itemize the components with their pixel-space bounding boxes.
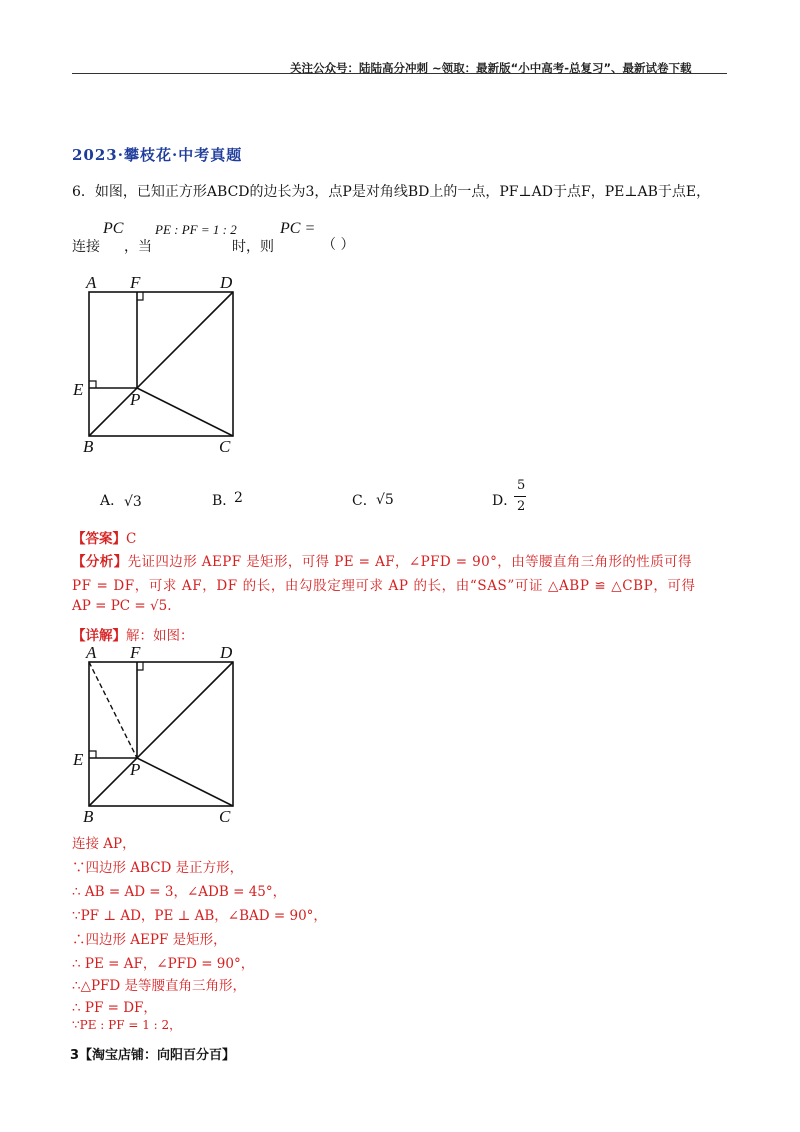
option-a-value: √3 [124, 494, 142, 510]
question-pc-label: PC [103, 220, 124, 237]
option-a-letter: A． [100, 493, 125, 509]
label-p-2: P [130, 760, 141, 779]
answer-value: C [126, 531, 137, 547]
analysis-line-2: PF = DF，可求 AF，DF 的长，由勾股定理可求 AP 的长，由“SAS”可证 △ABP ≌ △CBP，可得 [72, 578, 696, 594]
page-footer: 3【淘宝店铺：向阳百分百】 [70, 1048, 236, 1063]
detail-tag: 【详解】 [72, 628, 126, 644]
detail-step-5: ∴四边形 AEPF 是矩形， [72, 932, 227, 948]
label-c-2: C [219, 807, 231, 826]
label-e: E [73, 380, 84, 399]
detail-step-6: ∴ PE = AF，∠PFD = 90°， [72, 956, 255, 972]
question-pc-equals: PC = [280, 220, 316, 237]
section-title: 2023·攀枝花·中考真题 [72, 146, 243, 164]
label-d-2: D [220, 643, 233, 662]
detail-step-4: ∵PF ⊥ AD，PE ⊥ AB，∠BAD = 90°， [72, 908, 327, 924]
option-d-numerator: 5 [517, 478, 526, 493]
label-f-2: F [130, 643, 141, 662]
diagonal-bd-2 [89, 662, 233, 806]
diagonal-bd [89, 292, 233, 436]
option-b-value: 2 [234, 490, 243, 506]
detail-intro: 解：如图： [126, 628, 194, 644]
label-b: B [83, 437, 94, 456]
question-when-label: ，当 [124, 239, 152, 255]
segment-pc-2 [137, 758, 233, 806]
header-rule [72, 73, 727, 74]
right-angle-mark-e [89, 381, 96, 388]
page-header: 关注公众号：陆陆高分冲刺 ~领取：最新版“小中高考-总复习”、最新试卷下载 [290, 61, 692, 75]
label-p: P [130, 390, 141, 409]
analysis-line-3: AP = PC = √5. [72, 598, 172, 614]
detail-step-9: ∵PE : PF = 1 : 2， [72, 1018, 182, 1032]
detail-step-8: ∴ PF = DF， [72, 1000, 157, 1016]
figure-square-1 [72, 272, 252, 457]
label-b-2: B [83, 807, 94, 826]
question-line-1: 6．如图，已知正方形ABCD的边长为3，点P是对角线BD上的一点，PF⊥AD于点F，PE⊥AB于点E， [72, 184, 711, 200]
label-d: D [220, 273, 233, 292]
analysis-line-1: 先证四边形 AEPF 是矩形，可得 PE = AF，∠PFD = 90°，由等腰直角三角形的性质可得 [127, 554, 692, 570]
option-d-fraction-bar [514, 496, 526, 497]
detail-step-3: ∴ AB = AD = 3，∠ADB = 45°， [72, 884, 287, 900]
detail-step-2: ∵四边形 ABCD 是正方形， [72, 860, 244, 876]
option-c-value: √5 [376, 492, 394, 508]
label-c: C [219, 437, 231, 456]
label-a: A [86, 273, 97, 292]
question-ratio: PE : PF = 1 : 2 [155, 222, 237, 237]
figure-square-2 [72, 642, 252, 827]
label-f: F [130, 273, 141, 292]
dashed-segment-ap [89, 662, 137, 758]
right-angle-mark-f [137, 292, 143, 300]
label-a-2: A [86, 643, 97, 662]
detail-step-1: 连接 AP， [72, 836, 136, 852]
analysis-tag: 【分析】 [72, 554, 128, 570]
question-answer-paren: （ ） [322, 237, 355, 253]
question-then-label: 时，则 [232, 239, 274, 255]
label-e-2: E [73, 750, 84, 769]
detail-step-7: ∴△PFD 是等腰直角三角形， [72, 978, 247, 994]
option-d-letter: D． [492, 493, 518, 509]
right-angle-mark-e-2 [89, 751, 96, 758]
question-connect-label: 连接 [72, 239, 100, 255]
segment-pc [137, 388, 233, 436]
answer-tag: 【答案】 [72, 531, 126, 547]
option-b-letter: B． [212, 493, 237, 509]
option-d-denominator: 2 [517, 499, 526, 514]
option-c-letter: C． [352, 493, 377, 509]
right-angle-mark-f-2 [137, 662, 143, 670]
